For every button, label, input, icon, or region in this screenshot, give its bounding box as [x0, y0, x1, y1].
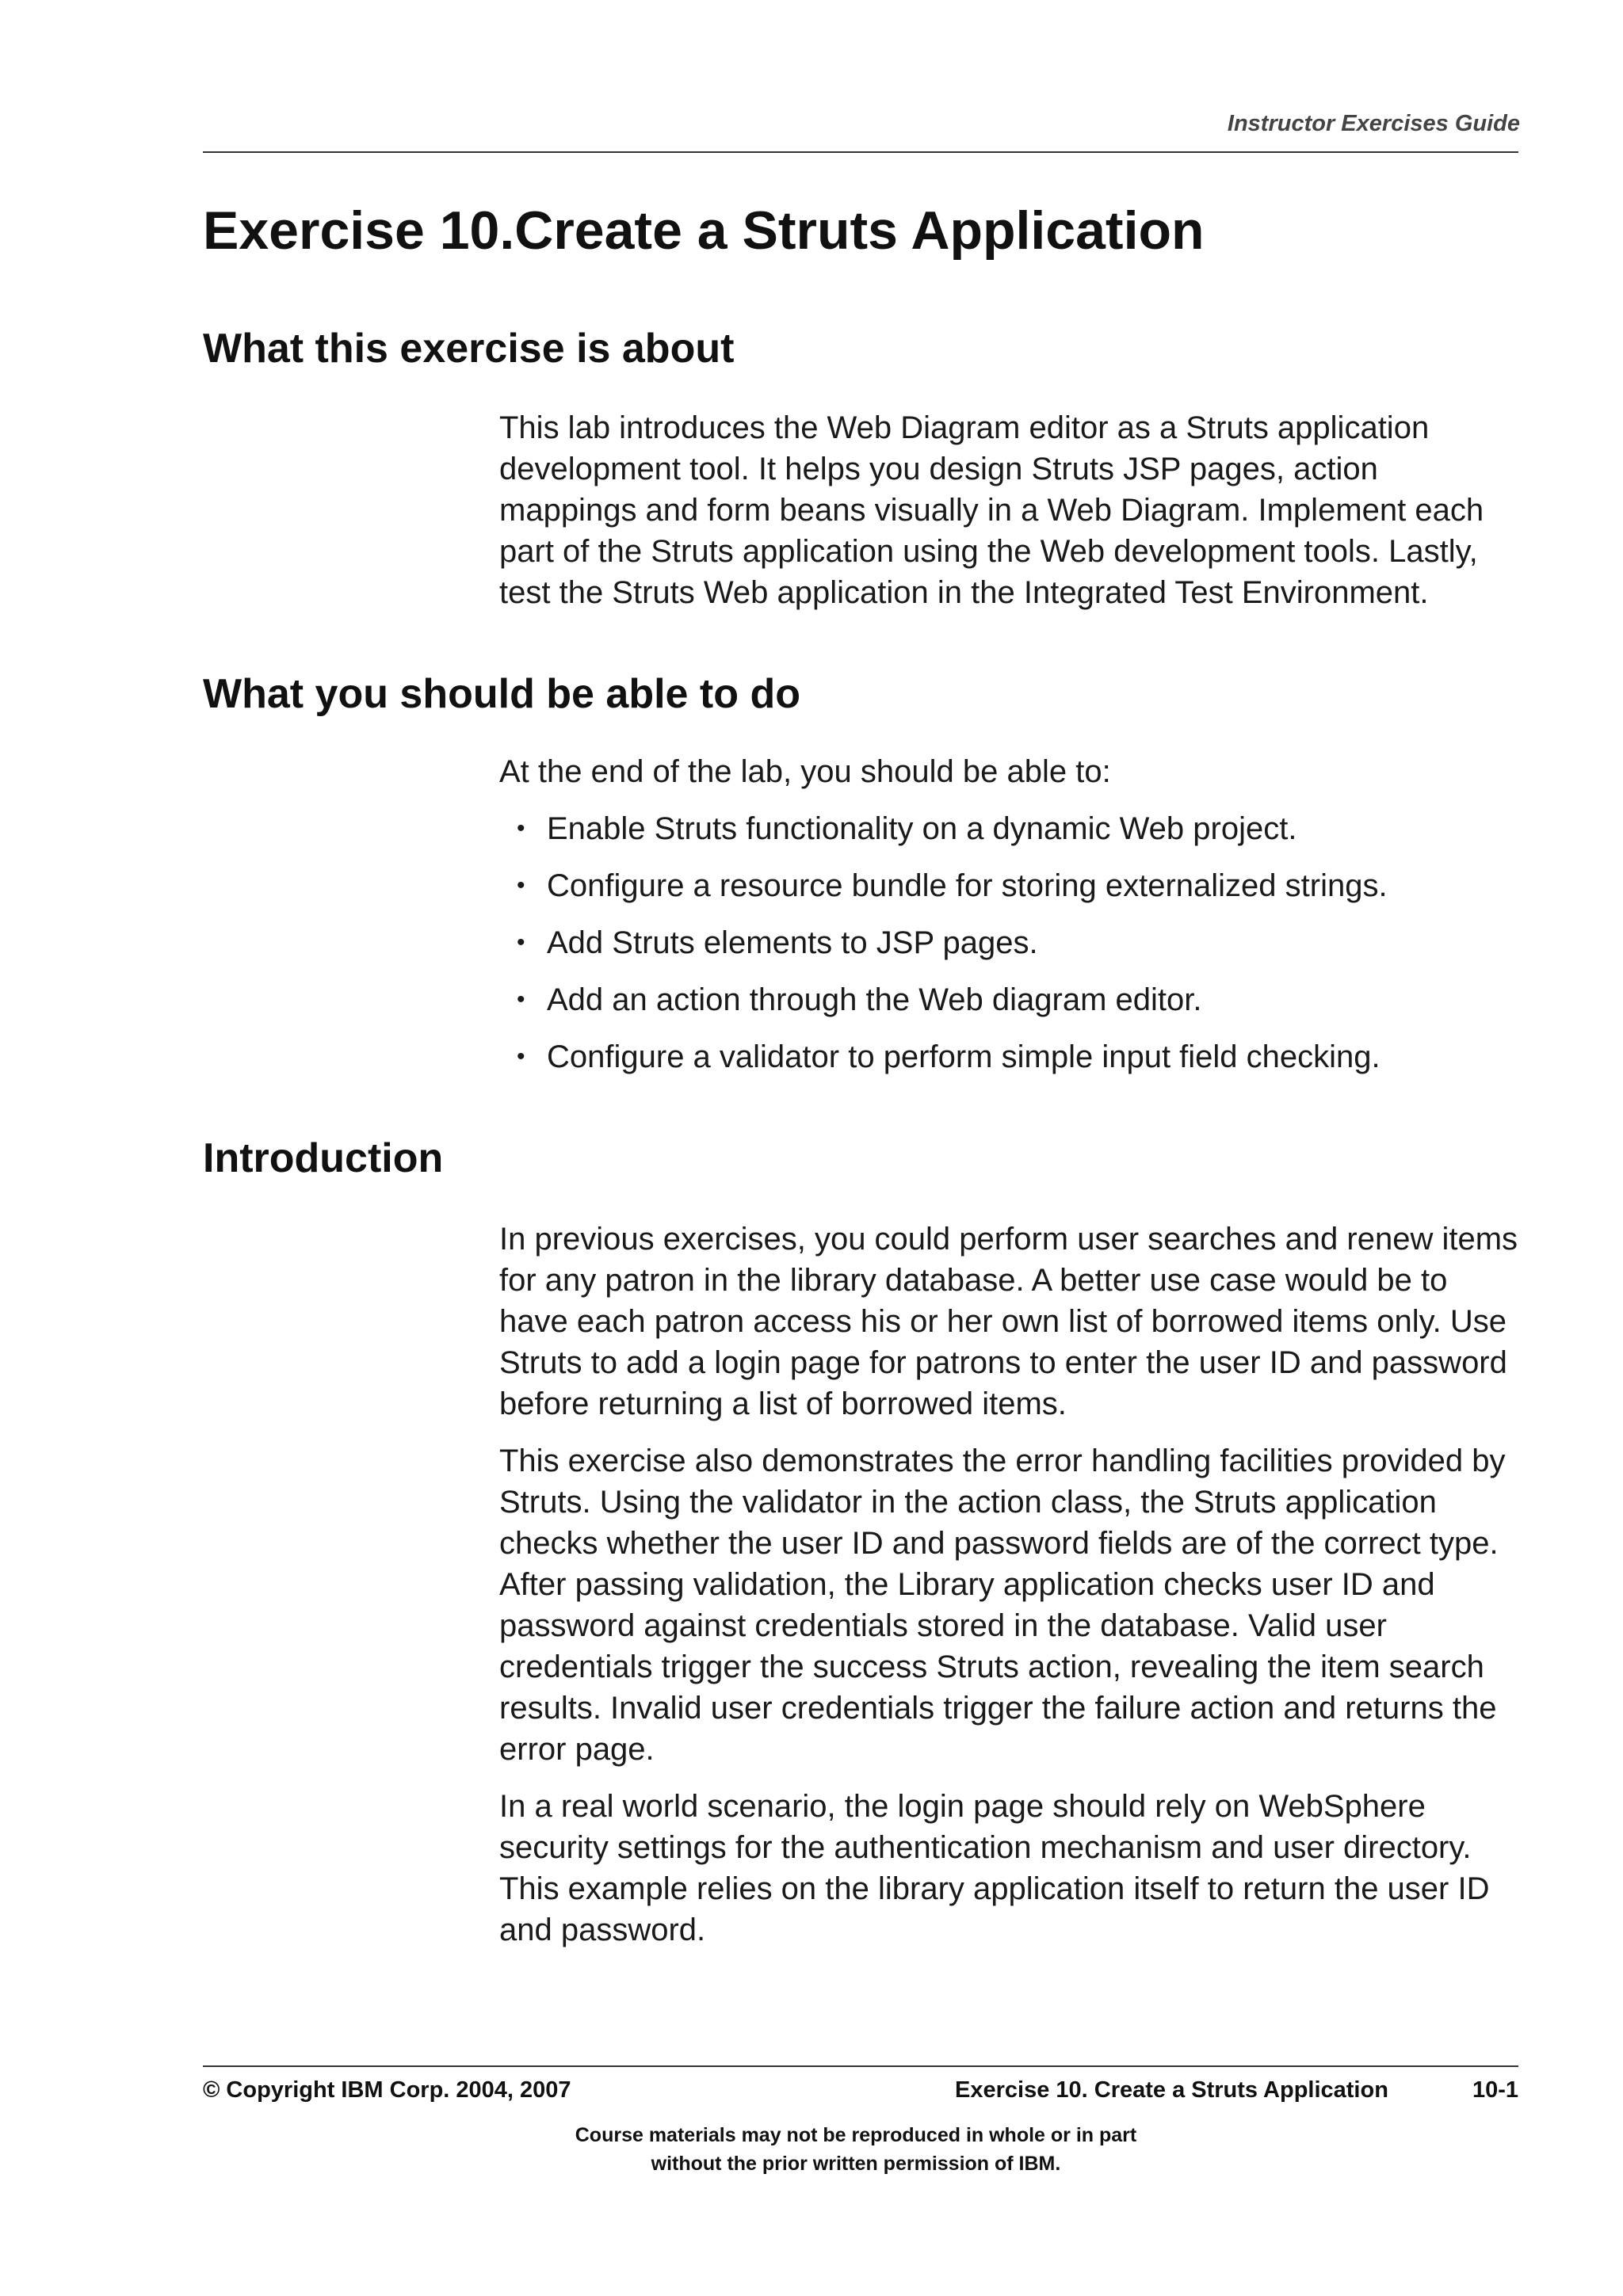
about-section-body — [499, 407, 1522, 613]
list-item-text: Add an action through the Web diagram editor. — [547, 982, 1202, 1017]
footer-exercise-title: Exercise 10. Create a Struts Application — [955, 2077, 1388, 2103]
intro-paragraph-1: In previous exercises, you could perform user searches and renew items for any patron in the library database. A better use case would be to have each patron access his or her own list of borrowed items only. Use Struts to add a login page for patrons to enter the user ID and password before returning a list of borrowed items. — [499, 1222, 1518, 1421]
about-paragraph: This lab introduces the Web Diagram editor as a Struts application development tool. It helps you design Struts JSP pages, action mappings and form beans visually in a Web Diagram. Implement each part of the Struts application using the Web development tools. Lastly, test the Struts Web application in the Integrated Test Environment. — [499, 410, 1484, 610]
section-heading-objectives: What you should be able to do — [203, 671, 800, 717]
footer-notice-line-2: without the prior written permission of IBM. — [651, 2153, 1061, 2175]
header-divider — [203, 151, 1518, 153]
page-title: Exercise 10.Create a Struts Application — [203, 200, 1205, 261]
list-item — [499, 865, 1522, 906]
list-item-text: Add Struts elements to JSP pages. — [547, 925, 1038, 960]
bullet-icon: • — [517, 929, 525, 955]
objectives-list — [499, 808, 1522, 1077]
section-heading-introduction: Introduction — [203, 1135, 444, 1181]
bullet-icon: • — [517, 815, 525, 841]
bullet-icon: • — [517, 986, 525, 1013]
footer-notice-line-1: Course materials may not be reproduced in whole or in part — [575, 2124, 1137, 2146]
list-item — [499, 808, 1522, 849]
introduction-section-body — [499, 1219, 1522, 1951]
list-item — [499, 1036, 1522, 1077]
bullet-icon: • — [517, 872, 525, 898]
bullet-icon: • — [517, 1043, 525, 1070]
list-item — [499, 979, 1522, 1020]
footer-notice — [0, 2121, 1623, 2178]
footer-copyright: © Copyright IBM Corp. 2004, 2007 — [203, 2077, 571, 2103]
footer-divider — [203, 2065, 1518, 2067]
list-item-text: Enable Struts functionality on a dynamic Web project. — [547, 811, 1297, 846]
objectives-section-body — [499, 751, 1522, 1093]
list-item-text: Configure a resource bundle for storing externalized strings. — [547, 868, 1388, 903]
section-heading-about: What this exercise is about — [203, 326, 735, 372]
intro-paragraph-2: This exercise also demonstrates the error handling facilities provided by Struts. Using the validator in the action class, the Struts application checks whether the user ID and password fields are of the correct type. After passing validation, the Library application checks user ID and password against credentials stored in the database. Valid user credentials trigger the success Struts action, revealing the item search results. Invalid user credentials trigger the failure action and returns the error page. — [499, 1444, 1506, 1767]
list-item-text: Configure a validator to perform simple input field checking. — [547, 1039, 1381, 1074]
objectives-intro: At the end of the lab, you should be able to: — [499, 754, 1111, 789]
running-header: Instructor Exercises Guide — [1227, 111, 1520, 136]
list-item — [499, 922, 1522, 963]
footer-page-number: 10-1 — [1472, 2077, 1518, 2103]
intro-paragraph-3: In a real world scenario, the login page should rely on WebSphere security settings for the authentication mechanism and user directory. This example relies on the library application itself to return the user ID and password. — [499, 1789, 1490, 1947]
